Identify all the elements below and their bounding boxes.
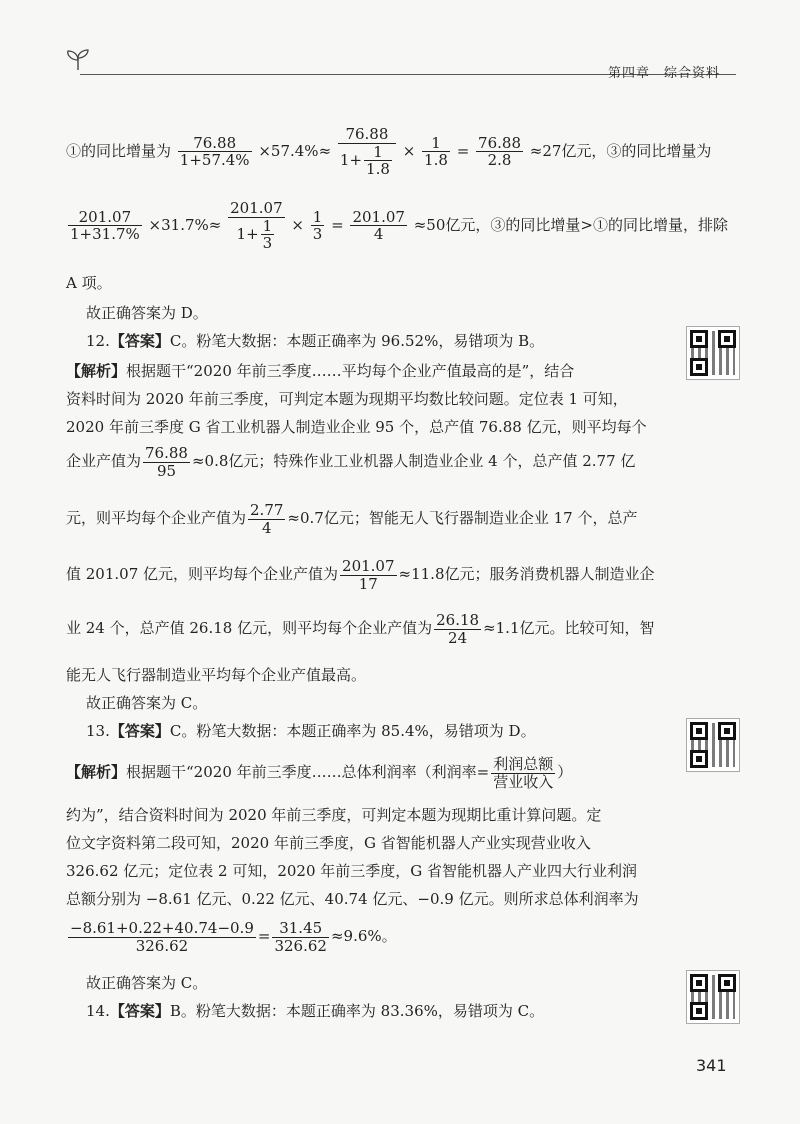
denominator: 2.8 [487,151,512,170]
chapter-label: 第四章 [608,66,651,81]
denominator: 1+31.7% [70,225,140,244]
numerator: 31.45 [272,920,329,938]
denominator: 17 [358,574,378,593]
qr-code-icon[interactable] [686,970,740,1024]
text: 元，则平均每个企业产值为 [66,509,247,527]
analysis-tag: 【解析】 [66,763,127,781]
denominator: 3 [312,225,323,244]
fraction [311,209,325,243]
text: ≈50亿元，③的同比增量>①的同比增量，排除 [413,215,728,234]
running-header [608,62,734,81]
text: 1+ [339,150,363,169]
answer-text: C。粉笔大数据：本题正确率为 96.52%，易错项为 B。 [169,332,545,350]
page-number: 341 [696,1056,727,1075]
analysis-tag: 【解析】 [66,362,127,380]
question-14-answer [86,1000,544,1021]
text: = [331,215,344,234]
text: = [257,927,271,945]
text: ≈27亿元，③的同比增量为 [529,141,712,160]
denominator: 4 [373,225,384,244]
text: ） [557,763,573,781]
numerator: 76.88 [145,444,188,462]
analysis-line: 位文字资料第二段可知，2020 年前三季度，G 省智能机器人产业实现营业收入 [66,834,591,852]
fraction [476,135,523,169]
formula-line-2 [66,200,728,252]
fraction [261,218,275,252]
text: ≈1.1亿元。比较可知，智 [483,619,655,637]
analysis-line: 约为”，结合资料时间为 2020 年前三季度，可判定本题为现期比重计算问题。定 [66,806,602,824]
text: 根据题干“2020 年前三季度……总体利润率（利润率= [126,763,490,781]
answer-line: 故正确答案为 D。 [86,304,208,322]
numerator: 201.07 [342,557,395,575]
leaf-logo-icon [64,48,92,72]
analysis-line: 能无人飞行器制造业平均每个企业产值最高。 [66,666,367,684]
analysis-line [66,920,397,954]
text: 值 201.07 亿元，则平均每个企业产值为 [66,565,339,583]
denominator: 1+57.4% [179,151,250,170]
answer-tag: 【答案】 [109,722,170,740]
answer-text: B。粉笔大数据：本题正确率为 83.36%，易错项为 C。 [169,1002,545,1020]
qr-code-icon[interactable] [686,326,740,380]
fraction [68,209,142,243]
analysis-line [66,360,574,381]
numerator: 76.88 [478,133,521,152]
answer-text: C。粉笔大数据：本题正确率为 85.4%，易错项为 D。 [169,722,536,740]
numerator: 1 [422,135,450,153]
fraction [68,920,256,954]
denominator [228,218,285,252]
numerator: 2.77 [250,501,284,519]
analysis-line [66,612,655,646]
question-13-answer [86,720,536,741]
numerator: 1 [364,144,392,162]
denominator: 326.62 [274,936,327,955]
text: ≈9.6%。 [330,927,397,945]
text: ≈0.8亿元；特殊作业工业机器人制造业企业 4 个，总产值 2.77 亿 [191,452,636,470]
answer-tag: 【答案】 [109,332,170,350]
question-number: 13. [86,722,110,740]
analysis-line: 2020 年前三季度 G 省工业机器人制造业企业 95 个，总产值 76.88 亿元，则平均每个 [66,418,647,436]
fraction [248,502,285,536]
paragraph-line: A 项。 [66,274,112,292]
text: × [291,215,304,234]
denominator: 1.8 [424,151,448,170]
answer-line: 故正确答案为 C。 [86,694,208,712]
fraction [434,612,481,646]
denominator: 4 [261,518,272,537]
analysis-line: 总额分别为 −8.61 亿元、0.22 亿元、40.74 亿元、−0.9 亿元。则所求总体利润率为 [66,890,639,908]
text: ①的同比增量为 [66,141,172,160]
denominator: 1.8 [366,160,390,178]
numerator: 201.07 [352,207,405,226]
text: ×57.4%≈ [258,141,332,160]
question-number: 12. [86,332,110,350]
formula-line-1 [66,126,711,178]
denominator [338,144,396,178]
complex-fraction [228,200,285,252]
fraction [491,756,555,790]
numerator: 201.07 [68,209,142,227]
numerator: 76.88 [338,126,396,144]
analysis-line [66,756,572,790]
denominator: 24 [448,628,468,647]
fraction [178,135,252,169]
numerator: 76.88 [178,135,252,153]
analysis-line: 资料时间为 2020 年前三季度，可判定本题为现期平均数比较问题。定位表 1 可知， [66,390,628,408]
complex-fraction [338,126,396,178]
question-number: 14. [86,1002,110,1020]
numerator: 1 [262,216,273,235]
numerator: −8.61+0.22+40.74−0.9 [70,919,254,937]
analysis-line: 326.62 亿元；定位表 2 可知，2020 年前三季度，G 省智能机器人产业四大行业利润 [66,862,638,880]
denominator: 95 [156,461,177,480]
denominator: 营业收入 [493,772,554,791]
text: 业 24 个，总产值 26.18 亿元，则平均每个企业产值为 [66,619,433,637]
numerator: 201.07 [230,199,283,217]
fraction [272,920,329,954]
denominator: 3 [262,234,273,252]
text: = [456,141,470,160]
numerator: 1 [312,207,323,226]
fraction [143,445,190,479]
analysis-line [66,445,635,479]
fraction [350,209,407,243]
answer-line: 故正确答案为 C。 [86,974,208,992]
answer-tag: 【答案】 [109,1002,170,1020]
text: 企业产值为 [66,452,142,470]
analysis-line [66,558,655,592]
fraction [340,558,397,592]
fraction [422,135,450,169]
section-label: 综合资料 [664,66,721,81]
text: ≈11.8亿元；服务消费机器人制造业企 [398,565,655,583]
text: 1+ [236,224,259,243]
qr-code-icon[interactable] [686,718,740,772]
numerator: 利润总额 [493,755,554,773]
analysis-line [66,502,637,536]
text: ≈0.7亿元；智能无人飞行器制造业企业 17 个，总产 [287,509,638,527]
numerator: 26.18 [436,611,480,629]
fraction [364,144,392,178]
text: × [402,141,416,160]
text: 根据题干“2020 年前三季度……平均每个企业产值最高的是”，结合 [126,362,575,380]
denominator: 326.62 [135,936,189,955]
question-12-answer [86,330,544,351]
text: ×31.7%≈ [148,215,222,234]
